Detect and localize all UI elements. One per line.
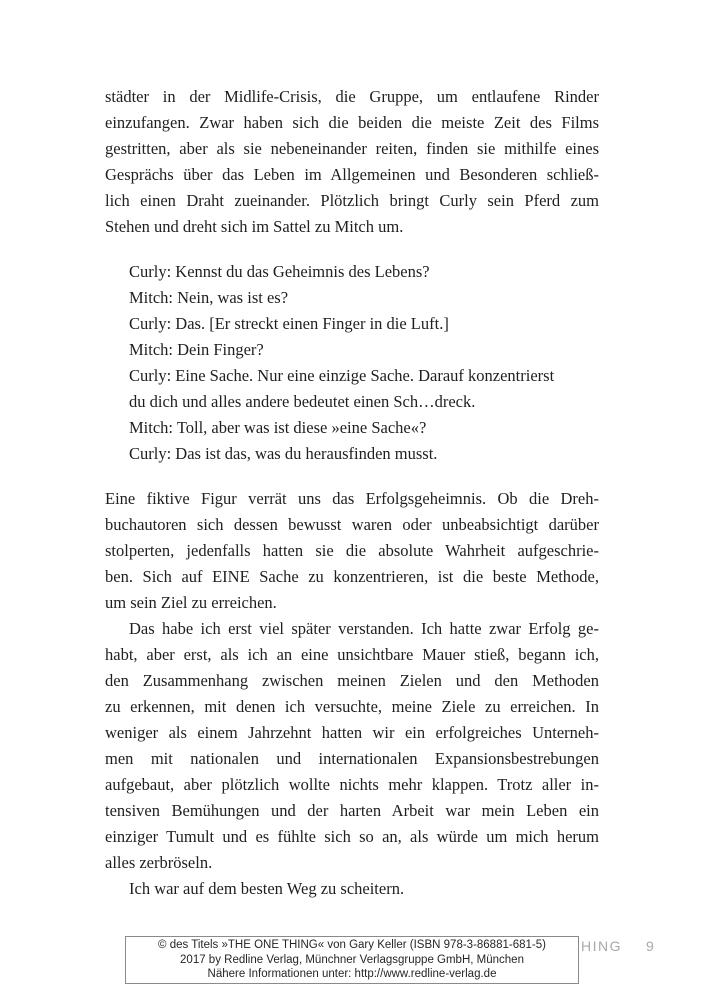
paragraph	[105, 486, 599, 616]
running-footer	[581, 938, 655, 954]
text-line: gestritten, aber als sie nebeneinander reiten, finden sie mithilfe eines	[105, 139, 599, 158]
text-line: Ich war auf dem besten Weg zu scheitern.	[129, 879, 405, 898]
text-line: Curly: Eine Sache. Nur eine einzige Sache. Darauf konzentrierst	[129, 366, 555, 385]
text-line: weniger als einem Jahrzehnt hatten wir ein erfolgreiches Unterneh-	[105, 723, 599, 742]
text-line: alles zerbröseln.	[105, 853, 213, 872]
text-line: Eine fiktive Figur verrät uns das Erfolgsgeheimnis. Ob die Dreh-	[105, 489, 599, 508]
text-line: stolperten, jedenfalls hatten sie die absolute Wahrheit aufgeschrie-	[105, 541, 599, 560]
dialogue-block	[105, 259, 599, 467]
text-line: Mitch: Nein, was ist es?	[129, 288, 289, 307]
text-line: städter in der Midlife-Crisis, die Gruppe, um entlaufene Rinder	[105, 87, 599, 106]
text-line: tensiven Bemühungen und der harten Arbeit war mein Leben ein	[105, 801, 599, 820]
text-line: einziger Tumult und es fühlte sich so an, als würde um mich herum	[105, 827, 599, 846]
text-line: Curly: Kennst du das Geheimnis des Lebens?	[129, 262, 430, 281]
text-line: Mitch: Dein Finger?	[129, 340, 264, 359]
text-line: ben. Sich auf EINE Sache zu konzentrieren, ist die beste Methode,	[105, 567, 599, 586]
paragraph	[105, 876, 599, 902]
page-number: 9	[646, 938, 656, 954]
text-line: Das habe ich erst viel später verstanden. Ich hatte zwar Erfolg ge-	[129, 619, 599, 638]
text-line: Mitch: Toll, aber was ist diese »eine Sache«?	[129, 418, 427, 437]
text-line: um sein Ziel zu erreichen.	[105, 593, 277, 612]
paragraph	[105, 84, 599, 240]
running-title-partial: HING	[581, 938, 622, 954]
text-line: Curly: Das ist das, was du herausfinden musst.	[129, 444, 438, 463]
copyright-text-line: 2017 by Redline Verlag, Münchner Verlagsgruppe GmbH, München	[180, 953, 524, 966]
copyright-box	[125, 936, 579, 984]
text-line: Gesprächs über das Leben im Allgemeinen und Besonderen schließ-	[105, 165, 599, 184]
copyright-text-line: Nähere Informationen unter: http://www.redline-verlag.de	[207, 968, 497, 981]
text-line: habt, aber erst, als ich an eine unsichtbare Mauer stieß, begann ich,	[105, 645, 599, 664]
body-text-column	[105, 84, 599, 902]
text-line: Curly: Das. [Er streckt einen Finger in die Luft.]	[129, 314, 449, 333]
text-line: Stehen und dreht sich im Sattel zu Mitch um.	[105, 217, 404, 236]
text-line: men mit nationalen und internationalen Expansionsbestrebungen	[105, 749, 599, 768]
copyright-text-line: © des Titels »THE ONE THING« von Gary Keller (ISBN 978-3-86881-681-5)	[158, 939, 546, 952]
text-line: den Zusammenhang zwischen meinen Zielen und den Methoden	[105, 671, 599, 690]
text-line: einzufangen. Zwar haben sich die beiden die meiste Zeit des Films	[105, 113, 599, 132]
text-line: zu erkennen, mit denen ich versuchte, meine Ziele zu erreichen. In	[105, 697, 599, 716]
paragraph	[105, 616, 599, 876]
text-line: aufgebaut, aber plötzlich wollte nichts mehr klappen. Trotz aller in-	[105, 775, 599, 794]
text-line: buchautoren sich dessen bewusst waren oder unbeabsichtigt darüber	[105, 515, 599, 534]
text-line: lich einen Draht zueinander. Plötzlich bringt Curly sein Pferd zum	[105, 191, 599, 210]
text-line: du dich und alles andere bedeutet einen Sch…dreck.	[129, 392, 476, 411]
